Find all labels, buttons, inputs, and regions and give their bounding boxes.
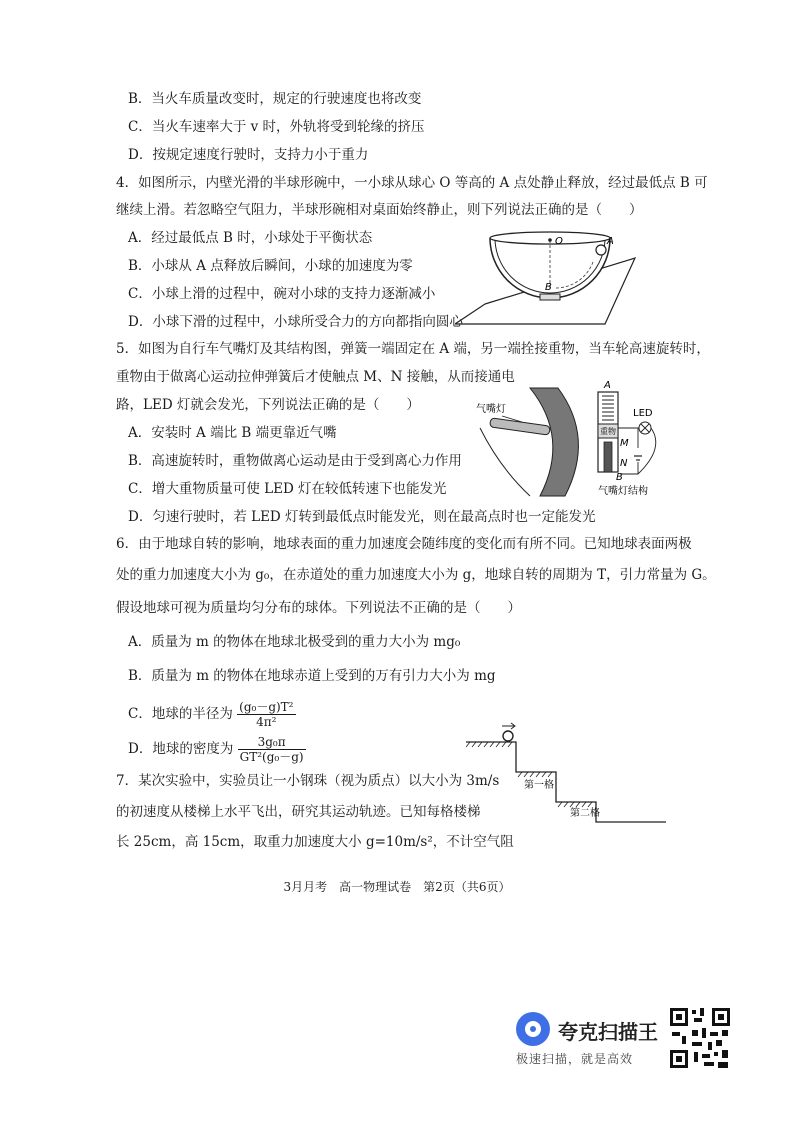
q6-option-c-numerator: (g₀－g)T² <box>239 700 294 714</box>
q4-option-b: B．小球从 A 点释放后瞬间，小球的加速度为零 <box>128 258 413 274</box>
q4-stem-line2: 继续上滑。若忽略空气阻力，半球形碗相对桌面始终静止，则下列说法正确的是（ ） <box>116 202 643 218</box>
bowl-label-o: O <box>555 236 563 247</box>
q6-option-c-denominator: 4π² <box>256 715 277 729</box>
q7-stem-line3: 长 25cm，高 15cm，取重力加速度大小 g=10m/s²，不计空气阻 <box>116 834 514 850</box>
q5-option-c: C．增大重物质量可使 LED 灯在较低转速下也能发光 <box>128 481 447 497</box>
q3-option-c: C．当火车速率大于 v 时，外轨将受到轮缘的挤压 <box>128 119 425 135</box>
q4-stem-line1: 4．如图所示，内壁光滑的半球形碗中，一小球从球心 O 等高的 A 点处静止释放，经过最低点 B 可 <box>116 175 708 191</box>
weight-label: 重物 <box>600 427 616 436</box>
stair-step2-label: 第二格 <box>570 808 600 819</box>
stair-step1-label: 第一格 <box>524 780 554 791</box>
q5-option-b: B．高速旋转时，重物做离心运动是由于受到离心力作用 <box>128 453 462 469</box>
valve-label-m: M <box>620 438 629 449</box>
bowl-label-b: B <box>545 282 552 293</box>
q4-option-d: D．小球下滑的过程中，小球所受合力的方向都指向圆心 <box>128 314 463 330</box>
q6-option-d-fraction <box>238 735 306 764</box>
q3-option-d: D．按规定速度行驶时，支持力小于重力 <box>128 147 369 163</box>
q6-stem-line2: 处的重力加速度大小为 g₀，在赤道处的重力加速度大小为 g，地球自转的周期为 T，引力常量为 G。 <box>116 567 716 583</box>
q6-option-a: A．质量为 m 的物体在地球北极受到的重力大小为 mg₀ <box>128 634 461 650</box>
q5-stem-line2: 重物由于做离心运动拉伸弹簧后才使触点 M、N 接触，从而接通电 <box>116 369 515 385</box>
q5-option-a: A．安装时 A 端比 B 端更靠近气嘴 <box>128 425 337 441</box>
bowl-figure <box>455 224 645 334</box>
q3-option-b: B．当火车质量改变时，规定的行驶速度也将改变 <box>128 91 422 107</box>
valve-label-a: A <box>604 380 611 391</box>
q6-option-d-numerator: 3g₀π <box>238 735 306 750</box>
q6-option-d-denominator: GT²(g₀－g) <box>239 750 304 764</box>
quark-logo-icon <box>516 1012 550 1046</box>
q6-option-b: B．质量为 m 的物体在地球赤道上受到的万有引力大小为 mg <box>128 668 496 684</box>
q5-stem-line1: 5．如图为自行车气嘴灯及其结构图，弹簧一端固定在 A 端，另一端拴接重物，当车轮高速旋转时， <box>116 341 710 357</box>
q4-option-c: C．小球上滑的过程中，碗对小球的支持力逐渐减小 <box>128 286 436 302</box>
q6-option-c-prefix: C．地球的半径为 <box>128 706 233 722</box>
q6-option-c-fraction <box>237 700 295 729</box>
q4-option-a: A．经过最低点 B 时，小球处于平衡状态 <box>128 230 373 246</box>
scanner-brand <box>514 1010 664 1070</box>
bowl-label-a: A <box>607 236 614 247</box>
q5-option-d: D．匀速行驶时，若 LED 灯转到最低点时能发光，则在最高点时也一定能发光 <box>128 509 596 525</box>
q7-stem-line1: 7．某次实验中，实验员让一小钢珠（视为质点）以大小为 3m/s <box>116 773 500 789</box>
brand-slogan: 极速扫描，就是高效 <box>516 1052 634 1066</box>
q6-option-c <box>128 699 296 729</box>
led-label: LED <box>633 408 653 419</box>
stairs-figure <box>466 722 666 832</box>
qr-code-icon <box>668 1006 732 1070</box>
valve-label-n: N <box>620 458 628 469</box>
q6-stem-line3: 假设地球可视为质量均匀分布的球体。下列说法不正确的是（ ） <box>116 600 521 616</box>
brand-name: 夸克扫描王 <box>558 1020 658 1044</box>
q5-stem-line3: 路，LED 灯就会发光，下列说法正确的是（ ） <box>116 397 420 413</box>
valve-light-figure <box>470 378 670 498</box>
valve-label-b: B <box>616 472 623 483</box>
valve-caption: 气嘴灯结构 <box>598 486 648 497</box>
q7-stem-line2: 的初速度从楼梯上水平飞出，研究其运动轨迹。已知每格楼梯 <box>116 804 481 820</box>
q6-stem-line1: 6．由于地球自转的影响，地球表面的重力加速度会随纬度的变化而有所不同。已知地球表面两极 <box>116 536 692 552</box>
q6-option-d <box>128 734 306 764</box>
valve-label: 气嘴灯 <box>476 404 506 415</box>
q6-option-d-prefix: D．地球的密度为 <box>128 741 234 757</box>
page-footer: 3月月考 高一物理试卷 第2页（共6页） <box>283 880 511 894</box>
